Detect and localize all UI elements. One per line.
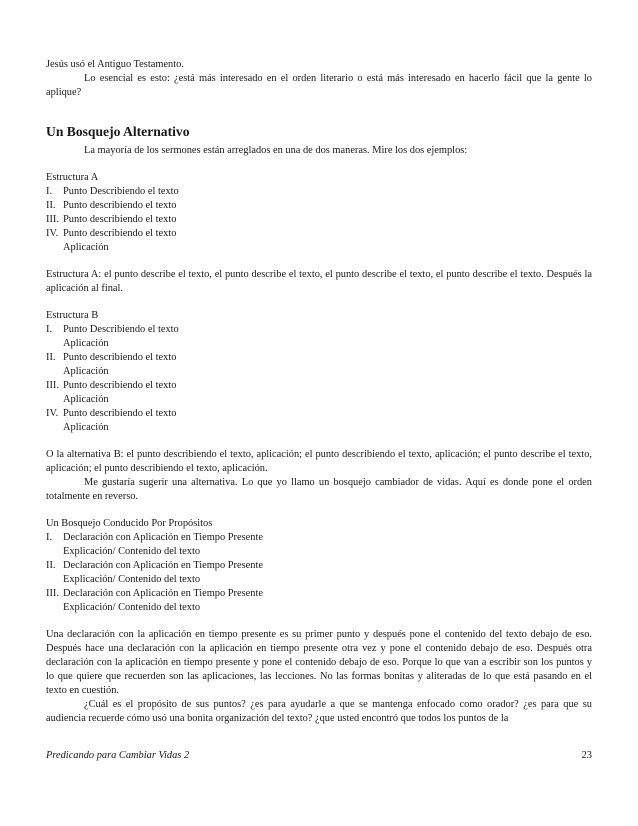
- list-item-number: III.: [46, 214, 59, 225]
- document-body: [46, 58, 592, 726]
- structure-b-summary: O la alternativa B: el punto describiendo el texto, aplicación; el punto describiendo el texto, aplicación; el punto describe el texto, aplicación; el punto describiendo el texto, aplicación.: [46, 449, 592, 474]
- list-item: [46, 407, 592, 421]
- list-item-text: Punto describiendo el texto: [63, 200, 177, 211]
- list-item: [46, 323, 592, 337]
- list-item-text: Punto describiendo el texto: [63, 408, 177, 419]
- list-item-text: Punto describiendo el texto: [63, 228, 177, 239]
- list-item-number: I.: [46, 324, 53, 335]
- page-footer: [46, 749, 592, 763]
- list-item: [46, 227, 592, 241]
- list-item-text: Punto Describiendo el texto: [63, 186, 179, 197]
- structure-b-list: [46, 323, 592, 435]
- list-item-text: Punto describiendo el texto: [63, 214, 177, 225]
- list-item: [46, 199, 592, 213]
- list-item: [46, 351, 592, 365]
- page-number: 23: [581, 750, 592, 761]
- list-item-text: Declaración con Aplicación en Tiempo Presente: [63, 588, 263, 599]
- list-item-text: Punto describiendo el texto: [63, 352, 177, 363]
- list-sub-item: Aplicación: [63, 338, 109, 349]
- footer-book-title: Predicando para Cambiar Vidas 2: [46, 750, 190, 761]
- list-item-text: Declaración con Aplicación en Tiempo Presente: [63, 532, 263, 543]
- list-item: [46, 587, 592, 601]
- list-item-text: Punto Describiendo el texto: [63, 324, 179, 335]
- list-sub-item: Explicación/ Contenido del texto: [63, 546, 201, 557]
- list-sub-item: Explicación/ Contenido del texto: [63, 574, 201, 585]
- structure-b-title: Estructura B: [46, 310, 99, 321]
- list-item-number: II.: [46, 200, 56, 211]
- list-sub-item: Aplicación: [63, 394, 109, 405]
- list-item: [46, 559, 592, 573]
- list-item: [46, 185, 592, 199]
- list-sub-item: Aplicación: [63, 242, 109, 253]
- list-sub-item: Explicación/ Contenido del texto: [63, 602, 201, 613]
- structure-a-summary: Estructura A: el punto describe el texto, el punto describe el texto, el punto describe el texto, el punto describe el texto. Después la aplicación al final.: [46, 269, 592, 294]
- list-item-number: I.: [46, 186, 53, 197]
- closing-question-paragraph: ¿Cuál es el propósito de sus puntos? ¿es para ayudarle a que se mantenga enfocado como orador? ¿es para que su audiencia recuerde cómo usó una bonita organización del texto? ¿que usted encontró que todos los puntos de la: [46, 699, 592, 724]
- purpose-outline-title: Un Bosquejo Conducido Por Propósitos: [46, 518, 213, 529]
- list-item-number: III.: [46, 588, 59, 599]
- list-item-number: II.: [46, 560, 56, 571]
- list-item-number: IV.: [46, 228, 59, 239]
- list-item-number: IV.: [46, 408, 59, 419]
- intro-line: Jesús usó el Antiguo Testamento.: [46, 59, 184, 70]
- section-intro: La mayoría de los sermones están arreglados en una de dos maneras. Mire los dos ejemplos:: [84, 145, 468, 156]
- structure-a-list: [46, 185, 592, 255]
- suggestion-paragraph: Me gustaría sugerir una alternativa. Lo que yo llamo un bosquejo cambiador de vidas. Aquí es donde pone el orden totalmente en reverso.: [46, 477, 592, 502]
- structure-a-title: Estructura A: [46, 172, 99, 183]
- intro-paragraph: Lo esencial es esto: ¿está más interesado en el orden literario o está más interesado en hacerlo fácil que la gente lo aplique?: [46, 73, 592, 98]
- list-item: [46, 379, 592, 393]
- list-sub-item: Aplicación: [63, 422, 109, 433]
- list-item: [46, 213, 592, 227]
- closing-paragraph: Una declaración con la aplicación en tiempo presente es su primer punto y después pone el contenido del texto debajo de eso. Después hace una declaración con la aplicación en tiempo presente otra vez y pone el contenido debajo de eso. Después otra declaración con la aplicación en tiempo presente y pone el contenido debajo de eso. Porque lo que van a escribir son los puntos y lo que quiere que recuerden son las aplicaciones, las lecciones. No las formas bonitas y aliteradas de lo que está pasando en el texto en cuestión.: [46, 629, 592, 696]
- list-item-text: Punto describiendo el texto: [63, 380, 177, 391]
- purpose-outline-list: [46, 531, 592, 615]
- section-heading: Un Bosquejo Alternativo: [46, 124, 190, 139]
- list-item-number: III.: [46, 380, 59, 391]
- list-item-text: Declaración con Aplicación en Tiempo Presente: [63, 560, 263, 571]
- list-item-number: II.: [46, 352, 56, 363]
- list-item-number: I.: [46, 532, 53, 543]
- list-sub-item: Aplicación: [63, 366, 109, 377]
- list-item: [46, 531, 592, 545]
